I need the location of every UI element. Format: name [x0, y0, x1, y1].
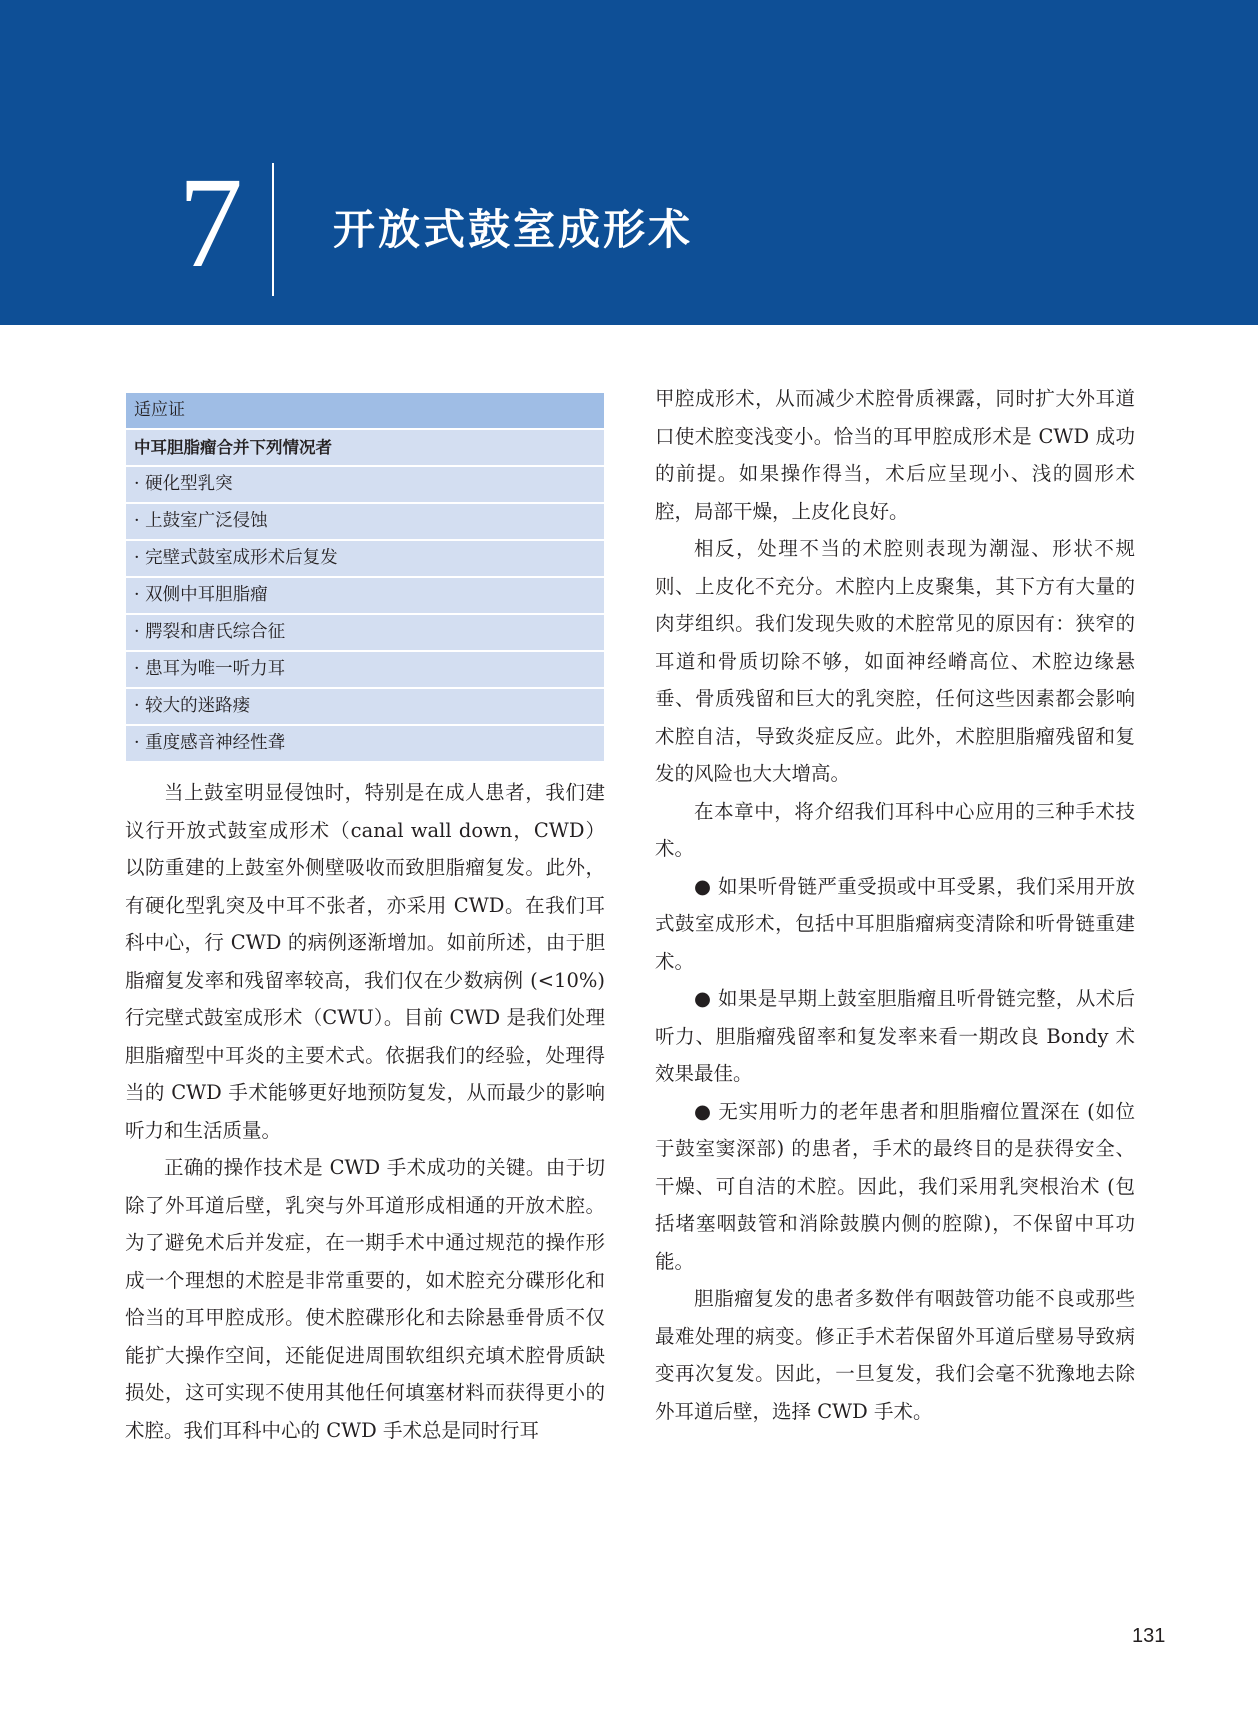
left-text-column: [125, 774, 605, 1449]
body-paragraph: 在本章中，将介绍我们耳科中心应用的三种手术技术。: [655, 799, 1135, 860]
chapter-header-banner: [0, 0, 1258, 325]
table-heading: 适应证: [126, 393, 604, 429]
right-text-column: [655, 380, 1135, 1430]
bullet-paragraph: ● 如果听骨链严重受损或中耳受累，我们采用开放式鼓室成形术，包括中耳胆脂瘤病变清除和听骨链重建术。: [655, 874, 1135, 973]
body-paragraph: 当上鼓室明显侵蚀时，特别是在成人患者，我们建议行开放式鼓室成形术（canal wall down，CWD）以防重建的上鼓室外侧壁吸收而致胆脂瘤复发。此外，有硬化型乳突及中耳不张者，亦采用 CWD。在我们耳科中心，行 CWD 的病例逐渐增加。如前所述，由于胆脂瘤复发率和残留率较高，我们仅在少数病例 (<10%) 行完壁式鼓室成形术（CWU）。目前 CWD 是我们处理胆脂瘤型中耳炎的主要术式。依据我们的经验，处理得当的 CWD 手术能够更好地预防复发，从而最少的影响听力和生活质量。: [125, 781, 605, 1142]
table-cell: · 腭裂和唐氏综合征: [126, 614, 604, 651]
bullet-paragraph: ● 如果是早期上鼓室胆脂瘤且听骨链完整，从术后听力、胆脂瘤残留率和复发率来看一期改良 Bondy 术效果最佳。: [655, 987, 1135, 1085]
table-cell: · 患耳为唯一听力耳: [126, 651, 604, 688]
table-row: [126, 725, 604, 762]
table-row: [126, 614, 604, 651]
table-row: [126, 651, 604, 688]
table-cell: · 双侧中耳胆脂瘤: [126, 577, 604, 614]
body-paragraph: 正确的操作技术是 CWD 手术成功的关键。由于切除了外耳道后壁，乳突与外耳道形成相通的开放术腔。为了避免术后并发症，在一期手术中通过规范的操作形成一个理想的术腔是非常重要的，如术腔充分碟形化和恰当的耳甲腔成形。使术腔碟形化和去除悬垂骨质不仅能扩大操作空间，还能促进周围软组织充填术腔骨质缺损处，这可实现不使用其他任何填塞材料而获得更小的术腔。我们耳科中心的 CWD 手术总是同时行耳: [125, 1156, 605, 1442]
chapter-number: 7: [178, 151, 243, 295]
table-row: [126, 503, 604, 540]
body-paragraph: 相反，处理不当的术腔则表现为潮湿、形状不规则、上皮化不充分。术腔内上皮聚集，其下方有大量的肉芽组织。我们发现失败的术腔常见的原因有：狭窄的耳道和骨质切除不够，如面神经嵴高位、术腔边缘悬垂、骨质残留和巨大的乳突腔，任何这些因素都会影响术腔自洁，导致炎症反应。此外，术腔胆脂瘤残留和复发的风险也大大增高。: [655, 537, 1135, 785]
table-cell: · 上鼓室广泛侵蚀: [126, 503, 604, 540]
table-subheading: 中耳胆脂瘤合并下列情况者: [126, 429, 604, 466]
table-row: [126, 688, 604, 725]
indications-table: [126, 393, 604, 763]
table-cell: · 较大的迷路瘘: [126, 688, 604, 725]
page-number: 131: [1132, 1625, 1166, 1647]
table-cell: · 重度感音神经性聋: [126, 725, 604, 762]
table-cell: · 硬化型乳突: [126, 466, 604, 503]
table-row: [126, 577, 604, 614]
chapter-divider-rule: [272, 163, 274, 296]
bullet-paragraph: ● 无实用听力的老年患者和胆脂瘤位置深在 (如位于鼓室窦深部) 的患者，手术的最终目的是获得安全、干燥、可自洁的术腔。因此，我们采用乳突根治术 (包括堵塞咽鼓管和消除鼓膜内侧的腔隙)，不保留中耳功能。: [655, 1099, 1135, 1273]
table-row: [126, 540, 604, 577]
continued-paragraph: 甲腔成形术，从而减少术腔骨质裸露，同时扩大外耳道口使术腔变浅变小。恰当的耳甲腔成形术是 CWD 成功的前提。如果操作得当，术后应呈现小、浅的圆形术腔，局部干燥，上皮化良好。: [655, 387, 1135, 523]
body-paragraph: 胆脂瘤复发的患者多数伴有咽鼓管功能不良或那些最难处理的病变。修正手术若保留外耳道后壁易导致病变再次复发。因此，一旦复发，我们会毫不犹豫地去除外耳道后壁，选择 CWD 手术。: [655, 1287, 1135, 1423]
table-subheader-row: [126, 429, 604, 466]
table-row: [126, 466, 604, 503]
chapter-title: 开放式鼓室成形术: [333, 205, 694, 254]
table-header-row: [126, 393, 604, 429]
table-cell: · 完壁式鼓室成形术后复发: [126, 540, 604, 577]
